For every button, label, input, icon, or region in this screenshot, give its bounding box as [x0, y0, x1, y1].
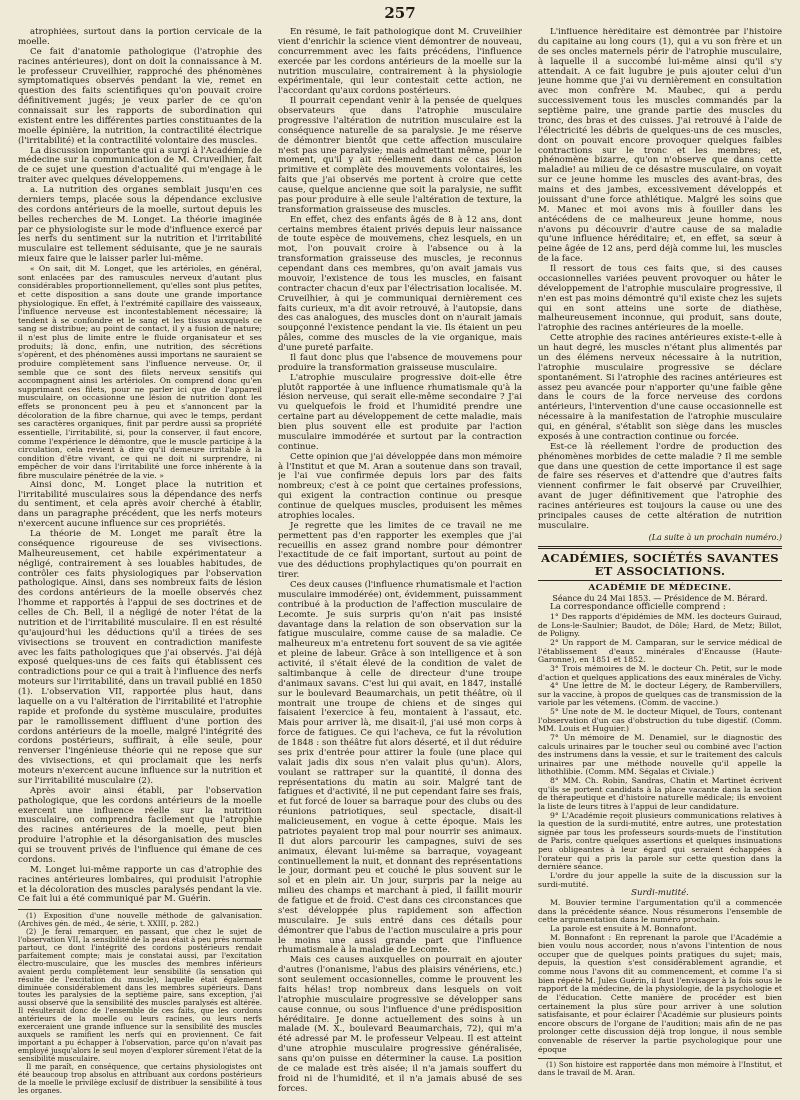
paragraph: Ces deux causes (l'influence rhumatismale et l'action musculaire immodérée) ont, évidemment, puissamment contribué à la production de l'affection musculaire de Lecomte. Je suis surpris qu'on n'ait pas insisté davantage dans la relation de son observation sur la fatigue musculaire, comme cause de sa maladie. Ce malheureux m'a entretenu fort souvent de sa vie agitée et pleine de labeur. Grâce à son intelligence et à son activité, il s'était élevé de la condition de valet de saltimbanque à celle de directeur d'une troupe d'animaux savans. C'est lui qui avait, en 1847, installé sur le boulevard Beaumarchais, un petit théâtre, où il montrait une troupe de chiens et de singes qui faisaient l'exercice à feu, montaient à l'assaut, etc. Mais pour arriver là, me disait-il, j'ai usé mon corps à force de fatigues. Ce qui l'acheva, ce fut la révolution de 1848 : son théâtre fut alors déserté, et il dut réduire ses prix d'entrée pour attirer la foule (une place qui valait jadis dix sous n'en valait plus qu'un). Alors, voulant se rattraper sur la quantité, il donna des représentations du matin au soir. Malgré tant de fatigues et d'activité, il ne put cependant faire ses frais, et fut forcé de louer sa barraque pour des clubs ou des réunions patriotiques, seul spectacle, disait-il malicieusement, en vogue à cette époque. Mais les patriotes payaient trop mal pour nourrir ses animaux. Il dut alors parcourir les campagnes, suivi de ses animaux, élevant lui-même sa barraque, voyageant continuellement la nuit, et donnant des représentations le jour, dormant peu et couché le plus souvent sur le sol et en plein air. Un jour, surpris par la neige au milieu des champs et marchant à pied, il faillit mourir de fatigue et de froid. C'est dans ces circonstances que s'est développée plus rapidement son affection musculaire. Je suis entré dans ces détails pour démontrer que l'abus de l'action musculaire a pris pour le moins une aussi grande part que l'influence rhumatismale à la maladie de Lecomte. [278, 580, 522, 956]
paragraph: « On sait, dit M. Longet, que les artérioles, en général, sont enlacées par des ramuscules nerveux d'autant plus considérables proportionnellement, qu'elles sont plus petites, et cette disposition a sans doute une grande importance physiologique. En effet, à l'extrémité capillaire des vaisseaux, l'influence nerveuse est incontestablement nécessaire; là tendent à se confondre et le sang et les tissus auxquels ce sang se distribue; au point de contact, il y a fusion de nature; il n'est plus de limite entre le fluide organisateur et ses produits; là donc, enfin, une nutrition, des sécrétions s'opèrent, et des phénomènes aussi importans ne sauraient se produire complètement sans l'influence nerveuse. Or, il semble que ce sont des filets nerveux sensitifs qui accompagnent ainsi les artérioles. On comprend donc qu'en supprimant ces filets, pour ne parler ici que de l'appareil musculaire, on occasionne une lésion de nutrition dont les effets se prononcent peu à peu et s'annoncent par la décoloration de la fibre charnue, qui avec le temps, perdant ses caractères organiques, finit par perdre aussi sa propriété essentielle, l'irritabilité, si, pour la conserver, il faut encore, comme l'expérience le démontre, que le muscle participe à la circulation, cela revient à dire qu'il demeure irritable à la condition d'être vivant, ce qui ne doit ni surprendre, ni empêcher de voir dans l'irritabilité une force inhérente à la fibre musculaire pénétrée de la vie. » [18, 264, 262, 480]
paragraph: (2) Je ferai remarquer, en passant, que chez le sujet de l'observation VII, la sensibilité de la peau était à peu près normale partout, ce dont l'intégrité des cordons postérieurs rendait parfaitement compte; mais je constatai aussi, par l'excitation électro-musculaire, que les muscles des membres inférieurs avaient perdu complètement leur sensibilité (la sensation qui résulte de l'excitation du muscle), laquelle était également diminuée considérablement dans les membres supérieurs. Dans toutes les paralysies de la septième paire, sans exception, j'ai aussi observé que la sensibilité des muscles paralysés est altérée. Il résulterait donc de l'ensemble de ces faits, que les cordons antérieurs de la moelle ou leurs racines, ou leurs nerfs exerceraient une grande influence sur la sensibilité des muscles auxquels se ramifient les nerfs qui en proviennent. Ce fait important a pu échapper à l'observation, parce qu'on n'avait pas employé jusqu'alors le seul moyen d'explorer sûrement l'état de la sensibilité musculaire. [18, 927, 262, 1063]
paragraph: Ainsi donc, M. Longet place la nutrition et l'irritabilité musculaires sous la dépendance des nerfs du sentiment, et cela après avoir cherché à établir, dans un paragraphe précédent, que les nerfs moteurs n'exercent aucune influence sur ces propriétés. [18, 479, 262, 530]
paragraph: Cette atrophie des racines antérieures existe-t-elle à un haut degré, les muscles n'étant plus alimentés par un des élémens nerveux nécessaire à la nutrition, l'atrophie musculaire progressive se déclare spontanément. Si l'atrophie des racines antérieures est assez peu avancée pour n'apporter qu'une faible gêne dans le cours de la force nerveuse des cordons antérieurs, l'intervention d'une cause occasionnelle est nécessaire à la manifestation de l'atrophie musculaire qui, en général, s'établit son siège dans les muscles exposés à une contraction continue ou forcée. [538, 333, 782, 442]
paragraph: En résumé, le fait pathologique dont M. Cruveilhier vient d'enrichir la science vient démontrer de nouveau, concurremment avec les faits précédens, l'influence exercée par les cordons antérieurs de la moelle sur la nutrition musculaire, contrairement à la physiologie expérimentale, qui leur contestait cette action, ne l'accordant qu'aux cordons postérieurs. [278, 28, 522, 97]
column-2 [278, 28, 522, 1096]
paragraph: 7° Un mémoire de M. Denamiel, sur le diagnostic des calculs urinaires par le toucher seul ou combiné avec l'action des instrumens dans la vessie, et sur le traitement des calculs urinaires par une méthode nouvelle qu'il appelle la lithothlibie. (Comm. MM. Ségalas et Civiale.) [538, 732, 782, 777]
paragraph: L'ordre du jour appelle la suite de la discussion sur la surdi-mutité. [538, 870, 782, 889]
paragraph: Est-ce là réellement l'ordre de production des phénomènes morbides de cette maladie ? Il me semble que dans une question de cette importance il est sage de faire ses réserves et d'attendre que d'autres faits viennent confirmer le fait observé par Cruveilhier, avant de juger définitivement que l'atrophie des racines antérieures est toujours la cause ou une des principales causes de cette altération de nutrition musculaire. [538, 441, 782, 531]
paragraph: Après avoir ainsi établi, par l'observation pathologique, que les cordons antérieurs de la moelle exercent une influence réelle sur la nutrition musculaire, on comprendra facilement que l'atrophie des racines antérieures de la moelle, peut bien produire l'atrophie et la désorganisation des muscles qui se trouvent privés de l'influence qui émane de ces cordons. [18, 785, 262, 865]
paragraph: La parole est ensuite à M. Bonnafont. [550, 923, 697, 933]
paragraph: Ce fait d'anatomie pathologique (l'atrophie des racines antérieures), dont on doit la connaissance à M. le professeur Cruveilhier, rapproché des phénomènes symptomatiques observés pendant la vie, remet en question des faits scientifiques qu'on pouvait croire définitivement jugés; je veux parler de ce qu'on connaissait sur les rapports de subordination qui existent entre les différentes parties constituantes de la moelle épinière, la nutrition, la contractilité électrique (l'irritabilité) et la contractilité volontaire des muscles. [18, 46, 262, 146]
paragraph: M. Bouvier termine l'argumentation qu'il a commencée dans la précédente séance. Nous résumerons l'ensemble de cette argumentation dans le numéro prochain. [538, 898, 782, 925]
footnote: (1) Son histoire est rapportée dans mon mémoire à l'Institut, et dans le travail de M. Aran. [538, 1060, 782, 1078]
paragraph: La théorie de M. Longet me paraît être la conséquence rigoureuse de ses vivisections. Malheureusement, cet habile expérimentateur a négligé, contrairement à ses louables habitudes, de contrôler ces faits physiologiques par l'observation pathologique. Ainsi, dans ses nombreux faits de lésion des cordons antérieurs de la moelle observés chez l'homme et rapportés à l'appui de ses doctrines et de celles de Ch. Bell, il a négligé de noter l'état de la nutrition et de l'irritabilité musculaire. Il en est résulté qu'aujourd'hui les déductions qu'il a tirées de ses vivisections se trouvent en contradiction manifeste avec les faits pathologiques que j'ai observés. J'ai déjà exposé quelques-uns de ces faits qui établissent ces contradictions pour ce qui a trait à l'influence des nerfs moteurs sur l'irritabilité, dans un travail publié en 1850 (1). L'observation VII, rapportée plus haut, dans laquelle on a vu l'altération de l'irritabilité et l'atrophie rapide et profonde du système musculaire, produites par le ramollissement diffluent d'une portion des cordons antérieurs de la moelle, malgré l'intégrité des cordons postérieurs, suffirait, à elle seule, pour renverser l'ingénieuse théorie qui ne repose que sur des vivisections, et qui proclamait que les nerfs moteurs n'exercent aucune influence sur la nutrition et sur l'irritabilité musculaire (2). [18, 529, 262, 786]
column-3 [538, 28, 782, 1096]
paragraph: 8° MM. Ch. Robin, Sandras, Chatin et Martinet écrivent qu'ils se portent candidats à la place vacante dans la section de thérapeutique et d'histoire naturelle médicale; ils envoient la liste de leurs titres à l'appui de leur candidature. [538, 776, 782, 811]
seance-line: Séance du 24 Mai 1853. — Présidence de M. Bérard. [552, 594, 768, 604]
academy-name: ACADÉMIE DE MÉDECINE. [588, 583, 732, 594]
paragraph: M. Longet lui-même rapporte un cas d'atrophie des racines antérieures lombaires, qui produisit l'atrophie et la décoloration des muscles paralysés pendant la vie. Ce fait lui a été communiqué par M. Guérin. [18, 864, 262, 905]
paragraph: a. La nutrition des organes semblait jusqu'en ces derniers temps, placée sous la dépendance exclusive des cordons antérieurs de la moelle, surtout depuis les belles recherches de M. Longet. La théorie imaginée par ce physiologiste sur le mode d'influence exercé par les nerfs du sentiment sur la nutrition et l'irritabilité musculaire est tellement séduisante, que je ne saurais mieux faire que le laisser parler lui-même. [18, 185, 262, 265]
paragraph: Mais ces causes auxquelles on pourrait en ajouter d'autres (l'onanisme, l'abus des plaisirs vénériens, etc.) sont seulement occasionnelles, comme le prouvent les faits hélas! trop nombreux dans lesquels on voit l'atrophie musculaire progressive se développer sans cause connue, ou sous l'influence d'une prédisposition héréditaire. Je donne actuellement des soins à un malade (M. X., boulevard Beaumarchais, 72), qui m'a été adressé par M. le professeur Velpeau. Il est atteint d'une atrophie musculaire progressive généralisée, sans qu'on puisse en déterminer la cause. La position de ce malade est très aisée; il n'a jamais souffert du froid ni de l'humidité, et il n'a jamais abusé de ses forces. [278, 955, 522, 1094]
paragraph: 5° Une note de M. le docteur Miquel, de Tours, contenant l'observation d'un cas d'obstruction du tube digestif. (Comm. MM. Louis et Huguier.) [538, 707, 782, 734]
column-1 [18, 28, 262, 1096]
correspondance-title: La correspondance officielle comprend : [550, 602, 726, 613]
paragraph: L'influence héréditaire est démontrée par l'histoire du capitaine au long cours (1), qui a vu son frère et un de ses oncles maternels périr de l'atrophie musculaire, à laquelle il a succombé lui-même ainsi qu'il s'y attendait. A ce fait lugubre je puis ajouter celui d'un jeune homme que j'ai vu dernièrement en consultation avec mon confrère M. Maubec, qui a perdu successivement tous les muscles commandés par la septième paire, une grande partie des muscles du tronc, des bras et des cuisses. J'ai retrouvé à l'aide de l'électricité les débris de quelques-uns de ces muscles, dont on pouvait encore provoquer quelques faibles contractions sur le tronc et les membres; et, phénomène bizarre, qu'on n'observe que dans cette maladie! au milieu de ce désastre musculaire, on voyait sur ce jeune homme les muscles des avant-bras, des mains et des jambes, excessivement développés et jouissant d'une force athlétique. Malgré les soins que M. Manec et moi avons mis à fouiller dans les antécédens de ce malheureux jeune homme, nous n'avons pu découvrir d'autre cause de sa maladie qu'une influence héréditaire; et, en effet, sa sœur à peine âgée de 12 ans, perd déjà comme lui, les muscles de la face. [538, 28, 782, 265]
paragraph: Cette opinion que j'ai développée dans mon mémoire à l'Institut et que M. Aran a soutenue dans son travail, je l'ai vue confirmée depuis lors par des faits nombreux; c'est à ce point que certaines professions, qui exigent la contraction continue ou presque continue de quelques muscles, produisent les mêmes atrophies locales. [278, 451, 522, 521]
paragraph: Il ressort de tous ces faits que, si des causes occasionnelles variées peuvent provoquer ou hâter le développement de l'atrophie musculaire progressive, il n'en est pas moins démontré qu'il existe chez les sujets qui en sont atteins une sorte de diathèse, malheureusement inconnue, qui produit, sans doute, l'atrophie des racines antérieures de la moelle. [538, 264, 782, 334]
paragraph: 1° Des rapports d'épidémies de MM. les docteurs Guiraud, de Lons-le-Saulnier; Baudot, de Dôle; Hard, de Metz; Billot, de Poligny. [538, 612, 782, 639]
column-3-body [538, 28, 782, 532]
page-number: 257 [384, 4, 416, 22]
paragraph: Je regrette que les limites de ce travail ne me permettent pas d'en rapporter les exemples que j'ai recueillis en assez grand nombre pour démontrer l'exactitude de ce fait important, surtout au point de vue des déductions prophylactiques qu'on pourrait en tirer. [278, 520, 522, 581]
paragraph: L'atrophie musculaire progressive doit-elle être plutôt rapportée à une influence rhumatismale qu'à la lésion nerveuse, qui serait elle-même secondaire ? J'ai vu quelquefois le froid et l'humidité prendre une certaine part au développement de cette maladie, mais bien plus souvent elle est produite par l'action musculaire immodérée et surtout par la contraction continue. [278, 372, 522, 452]
column-2-body [278, 28, 522, 1095]
paragraph: 3° Trois mémoires de M. le docteur Ch. Petit, sur le mode d'action et quelques applications des eaux minérales de Vichy. [538, 663, 782, 682]
paragraph: La discussion importante qui a surgi à l'Académie de médecine sur la communication de M. Cruveilhier, fait de ce sujet une question d'actualité qui m'engage à le traiter avec quelques développemens. [18, 145, 262, 186]
paragraph: Il me paraît, en conséquence, que certains physiologistes ont été beaucoup trop absolus en attribuant aux cordons postérieurs de la moelle le privilège exclusif de distribuer la sensibilité à tous les organes. [18, 1061, 262, 1095]
column-3-footnote [538, 1058, 782, 1077]
column-1-footnotes [18, 909, 262, 1094]
surdi-body [538, 899, 782, 1054]
paragraph: Il faut donc plus que l'absence de mouvemens pour produire la transformation graisseuse musculaire. [278, 352, 522, 373]
paragraph: (1) Exposition d'une nouvelle méthode de galvanisation. (Archives gén. de méd., 4e série, t. XXIII, p. 282.) [18, 911, 262, 929]
paragraph: M. Bonnafont : En reprenant la parole que l'Académie a bien voulu nous accorder, nous n'avons l'intention de nous occuper que de quelques points pratiques du sujet; mais, depuis, la question s'est considérablement agrandie, et comme nous l'avons dit au commencement, et comme l'a si bien répété M. Jules Guérin, il faut l'envisager à la fois sous le rapport de la médecine, de la physiologie, de la psychologie et de l'éducation. Cette manière de procéder est bien certainement la plus sûre pour arriver à une solution satisfaisante, et pour éclairer l'Académie sur plusieurs points encore obscurs de l'organe de l'audition; mais afin de ne pas prolonger cette discussion déjà trop longue, il nous semble convenable de réserver la partie psychologique pour une époque [538, 932, 782, 1054]
paragraph: 2° Un rapport de M. Camparan, sur le service médical de l'établissement d'eaux minérales d'Encausse (Haute-Garonne), en 1851 et 1852. [538, 638, 782, 665]
continued-note: (La suite à un prochain numéro.) [648, 532, 782, 542]
paragraph: 4° Une lettre de M. le docteur Légery, de Rambervillers, sur la vaccine, à propos de quelques cas de transmission de la variole par les vétemens. (Comm. de vaccine.) [538, 681, 782, 708]
paragraph: En effet, chez des enfants âgés de 8 à 12 ans, dont certains membres étaient privés depuis leur naissance de toute espèce de mouvemens, chez lesquels, en un mot, l'on pouvait croire à l'absence ou à la transformation graisseuse des muscles, je reconnus cependant dans ces membres, qu'on avait jamais vus mouvoir, l'existence de tous les muscles, en faisant contracter chacun d'eux par l'électrisation localisée. M. Cruveilhier, à qui je communiquai dernièrement ces faits curieux, m'a dit avoir retrouvé, à l'autopsie, dans des cas analogues, des muscles dont on n'aurait jamais soupçonné l'existence pendant la vie. Ils étaient un peu pâles, comme des muscles de la vie organique, mais d'une pureté parfaite. [278, 214, 522, 353]
correspondance-list [538, 613, 782, 889]
surdi-title: Surdi-mutité. [631, 888, 689, 899]
paragraph: Il pourrait cependant venir à la pensée de quelques observateurs que dans l'atrophie musculaire progressive l'altération de nutrition musculaire est la conséquence naturelle de sa paralysie. Je me réserve de démontrer bientôt que cette affection musculaire n'est pas une paralysie; mais admettant même, pour le moment, qu'il y ait réellement dans ce cas lésion primitive et complète des mouvements volontaires, les faits que j'ai observés me portent à croire que cette cause, quelque ancienne que soit la paralysie, ne suffit pas pour produire à elle seule l'altération de texture, la transformation graisseuse des muscles. [278, 96, 522, 215]
section-heading: ACADÉMIES, SOCIÉTÉS SAVANTES ET ASSOCIATIONS. [538, 546, 782, 581]
paragraph: 9° L'Académie reçoit plusieurs communications relatives à la question de la surdi-mutité, entre autres, une protestation signée par tous les professeurs sourds-muets de l'institution de Paris, contre quelques assertions et quelques insinuations peu obligeantes à leur égard qui seraient échappées à l'orateur qui a pris la parole sur cette question dans la dernière séance. [538, 810, 782, 872]
column-1-body [18, 28, 262, 905]
paragraph: atrophiées, surtout dans la portion cervicale de la moelle. [18, 28, 262, 47]
